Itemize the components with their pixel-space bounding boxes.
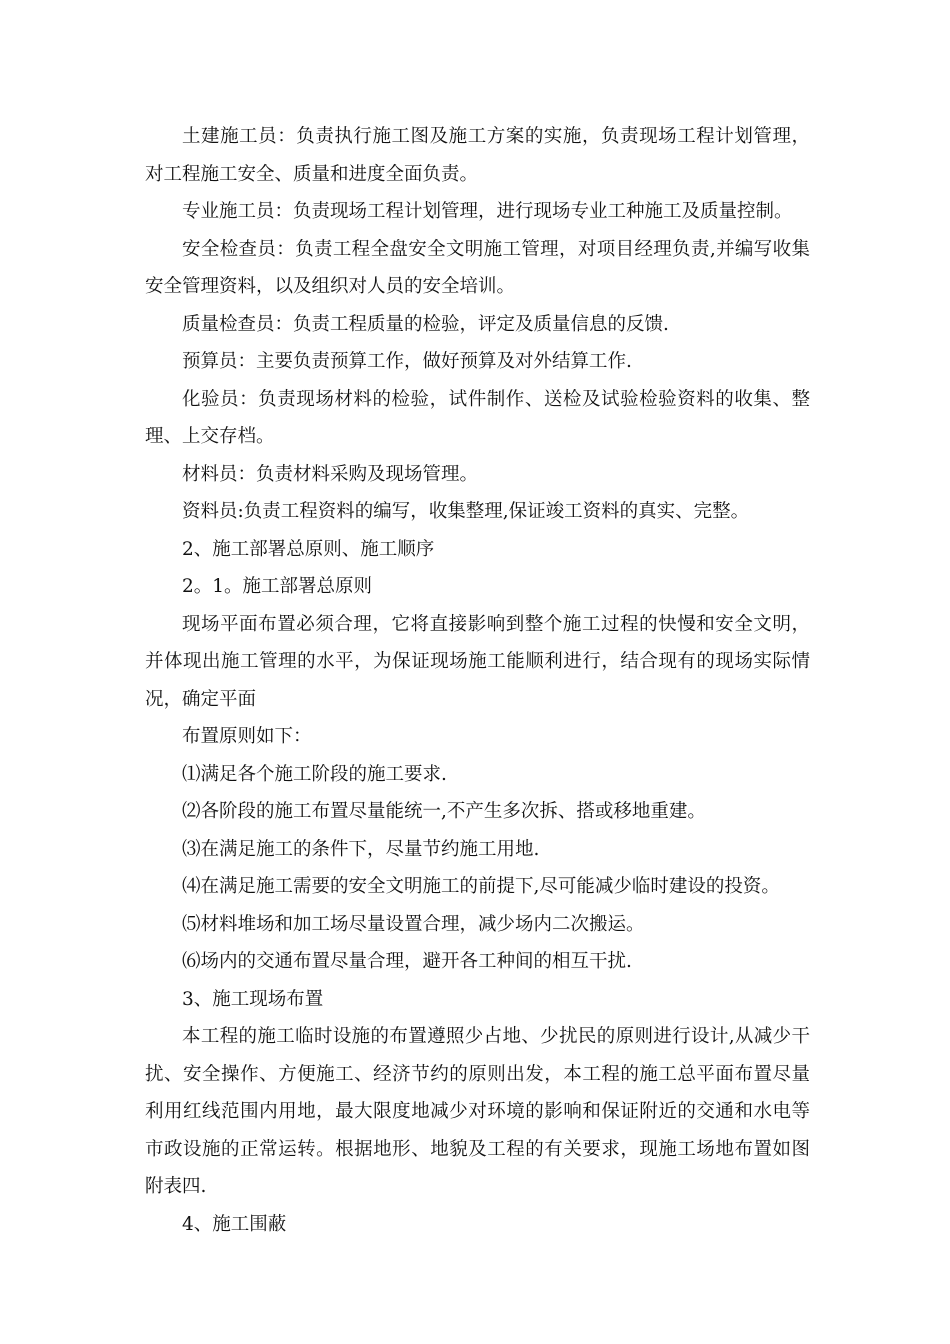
paragraph-layout-intro: 现场平面布置必须合理，它将直接影响到整个施工过程的快慢和安全文明，并体现出施工管理的水平，为保证现场施工能顺利进行，结合现有的现场实际情况，确定平面 <box>145 613 810 710</box>
paragraph-layout-principles: 布置原则如下： <box>182 726 312 747</box>
list-item-5: ⑸材料堆场和加工场尽量设置合理，减少场内二次搬运。 <box>182 913 645 935</box>
paragraph-documents-officer: 资料员:负责工程资料的编写，收集整理,保证竣工资料的真实、完整。 <box>182 501 750 522</box>
section-heading-3: 3、施工现场布置 <box>182 988 324 1010</box>
list-item-6: ⑹场内的交通布置尽量合理，避开各工种间的相互干扰. <box>182 951 632 972</box>
paragraph-quality-inspector: 质量检查员：负责工程质量的检验，评定及质量信息的反馈. <box>182 313 669 335</box>
paragraph-site-layout: 本工程的施工临时设施的布置遵照少占地、少扰民的原则进行设计,从减少干扰、安全操作、方便施工、经济节约的原则出发，本工程的施工总平面布置尽量利用红线范围内用地，最大限度地减少对环境的影响和保证附近的交通和水电等市政设施的正常运转。根据地形、地貌及工程的有关要求，现施工场地布置如图附表四. <box>145 1026 810 1197</box>
paragraph-lab-tester: 化验员：负责现场材料的检验，试件制作、送检及试验检验资料的收集、整理、上交存档。 <box>145 388 810 447</box>
paragraph-specialist-constructor: 专业施工员：负责现场工程计划管理，进行现场专业工种施工及质量控制。 <box>182 201 793 222</box>
section-heading-2: 2、施工部署总原则、施工顺序 <box>182 538 435 560</box>
list-item-2: ⑵各阶段的施工布置尽量能统一,不产生多次拆、搭或移地重建。 <box>182 801 706 822</box>
list-item-1: ⑴满足各个施工阶段的施工要求. <box>182 763 447 785</box>
list-item-3: ⑶在满足施工的条件下，尽量节约施工用地. <box>182 838 540 860</box>
document-body <box>145 118 810 1243</box>
paragraph-materials-officer: 材料员：负责材料采购及现场管理。 <box>182 463 479 485</box>
section-heading-4: 4、施工围蔽 <box>182 1213 287 1235</box>
paragraph-safety-inspector: 安全检查员：负责工程全盘安全文明施工管理，对项目经理负责,并编写收集安全管理资料，以及组织对人员的安全培训。 <box>145 238 810 297</box>
paragraph-civil-constructor: 土建施工员：负责执行施工图及施工方案的实施，负责现场工程计划管理，对工程施工安全、质量和进度全面负责。 <box>145 126 810 185</box>
subsection-heading-2-1: 2。1。施工部署总原则 <box>182 576 373 597</box>
list-item-4: ⑷在满足施工需要的安全文明施工的前提下,尽可能减少临时建设的投资。 <box>182 876 780 897</box>
paragraph-budget-officer: 预算员：主要负责预算工作，做好预算及对外结算工作. <box>182 351 632 372</box>
